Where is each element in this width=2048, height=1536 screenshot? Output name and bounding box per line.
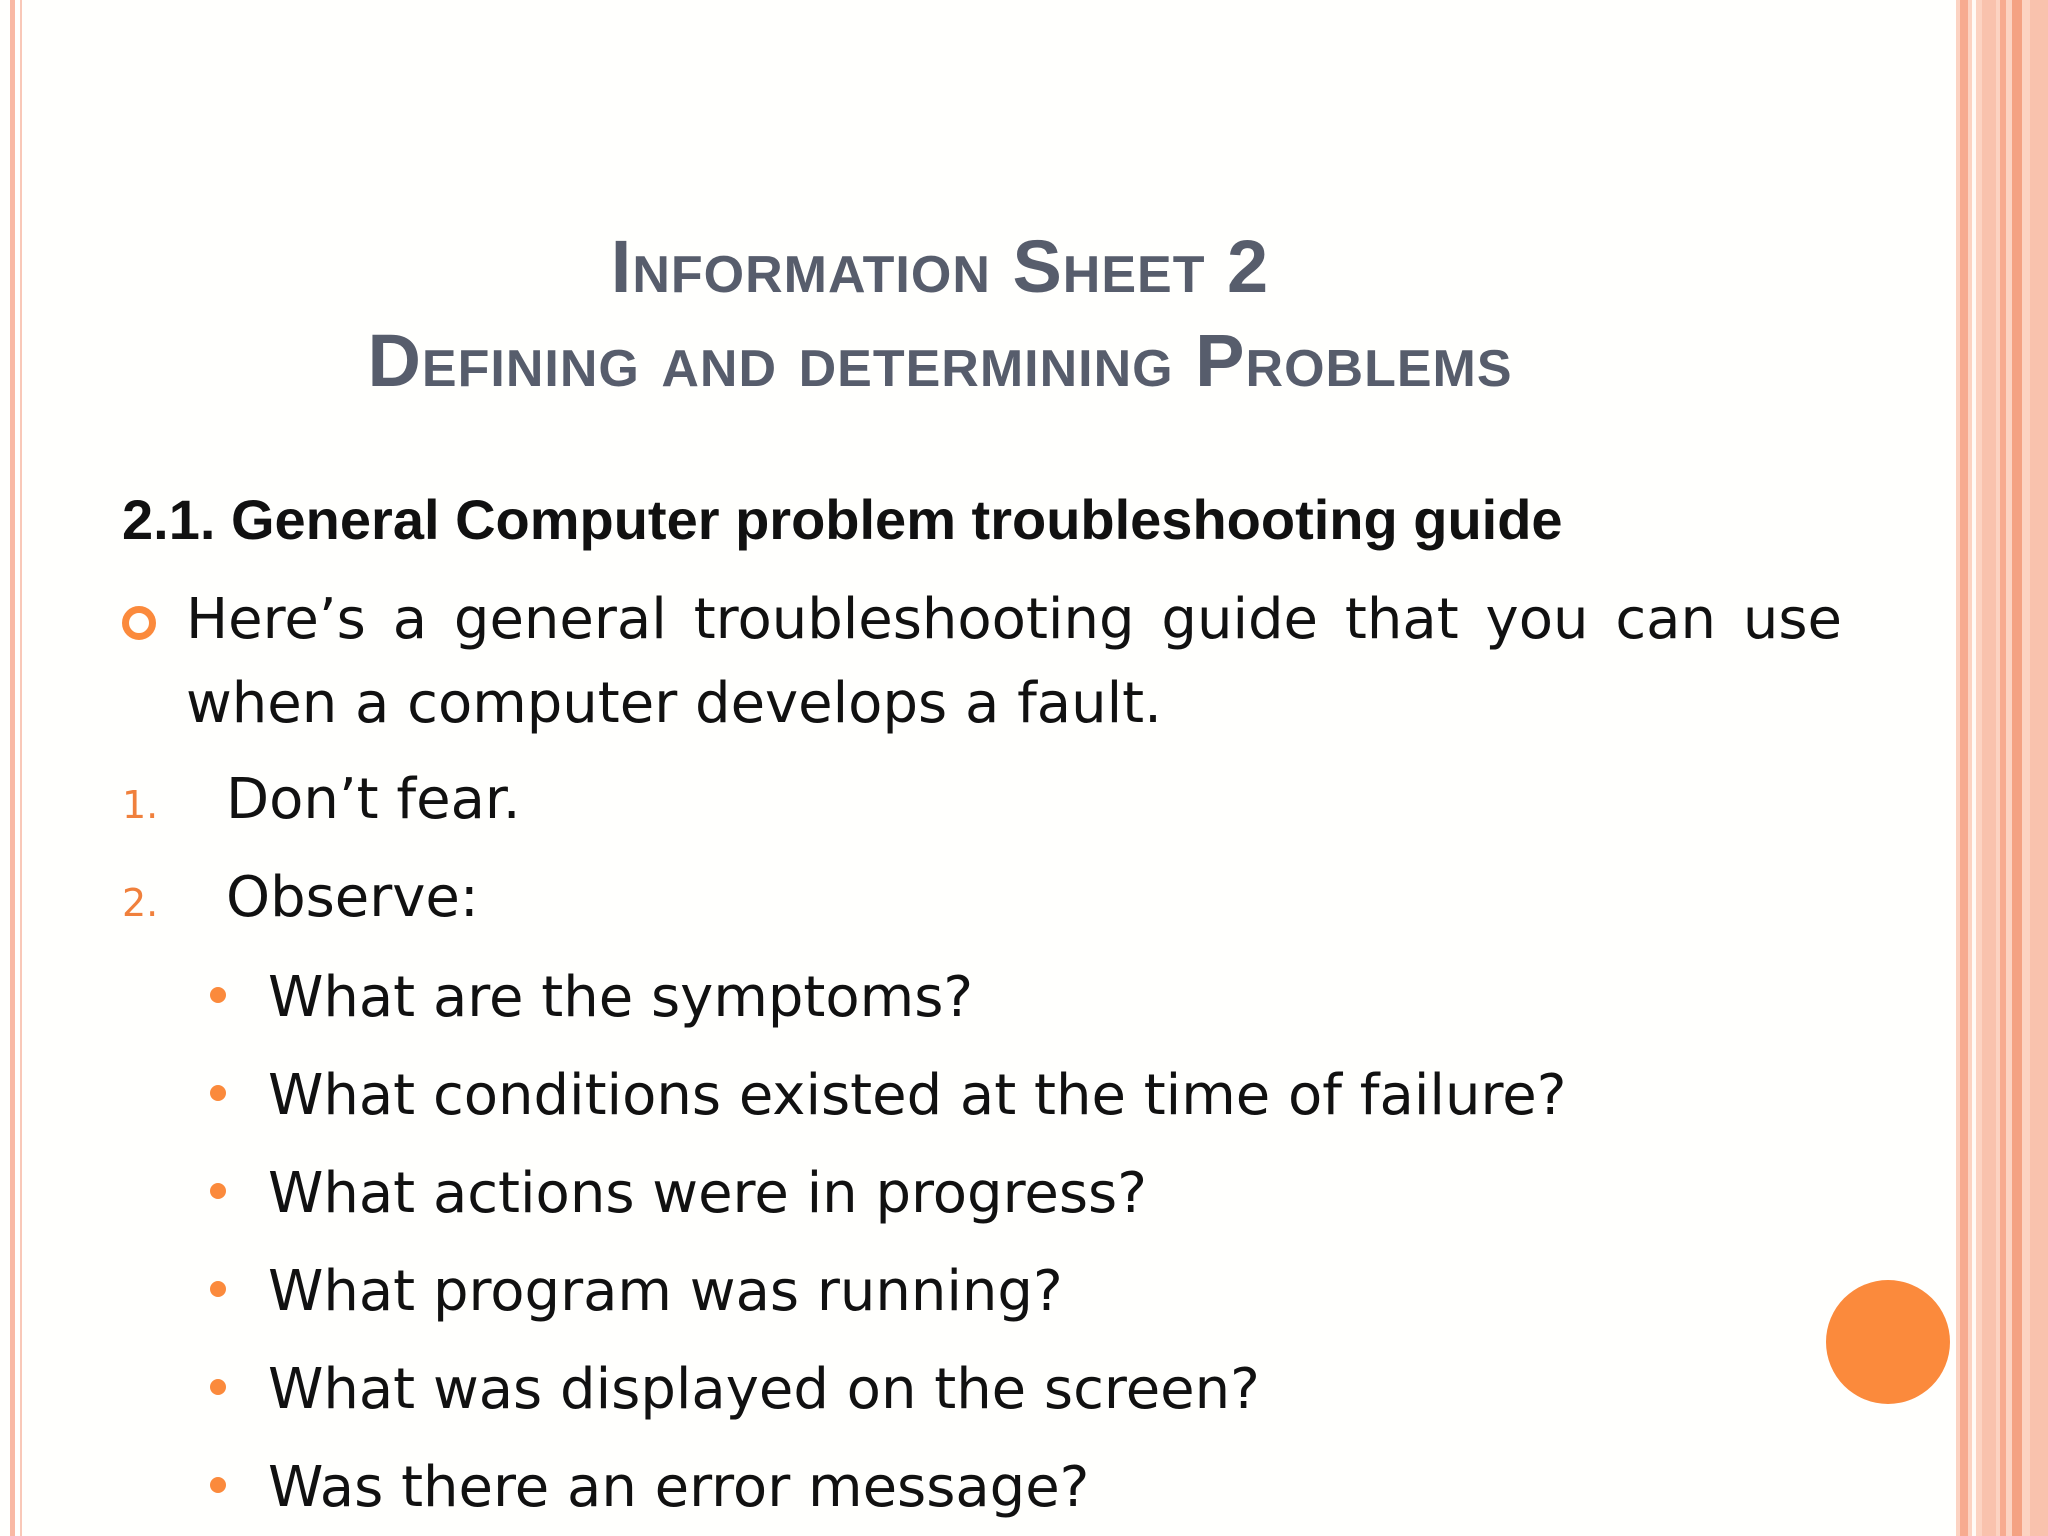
sub-item-text: What program was running? bbox=[268, 1259, 1063, 1324]
intro-bullet bbox=[122, 578, 1842, 746]
sub-list-item bbox=[210, 1252, 1063, 1332]
right-border-stripe bbox=[2000, 0, 2006, 1536]
sub-list-item bbox=[210, 1056, 1566, 1136]
sub-list-item bbox=[210, 1350, 1260, 1430]
sub-item-text: What are the symptoms? bbox=[268, 965, 974, 1030]
left-border-line bbox=[20, 0, 22, 1536]
sub-item-text: What actions were in progress? bbox=[268, 1161, 1147, 1226]
hollow-circle-bullet-icon bbox=[122, 606, 156, 640]
left-border-line bbox=[10, 0, 15, 1536]
item-number: 1. bbox=[122, 783, 159, 827]
right-border-stripe bbox=[1960, 0, 1968, 1536]
numbered-item bbox=[122, 858, 479, 943]
filled-dot-bullet-icon bbox=[210, 1281, 226, 1297]
filled-dot-bullet-icon bbox=[210, 987, 226, 1003]
numbered-item bbox=[122, 760, 521, 845]
filled-dot-bullet-icon bbox=[210, 1379, 226, 1395]
filled-dot-bullet-icon bbox=[210, 1477, 226, 1493]
right-border-stripe bbox=[2012, 0, 2022, 1536]
section-heading: 2.1. General Computer problem troubleshooting guide bbox=[122, 488, 1563, 551]
slide-title bbox=[140, 220, 1740, 408]
right-border-stripe bbox=[1972, 0, 1976, 1536]
sub-list-item bbox=[210, 1448, 1089, 1528]
filled-dot-bullet-icon bbox=[210, 1085, 226, 1101]
right-border-stripe bbox=[1982, 0, 1996, 1536]
item-text: Observe: bbox=[226, 865, 479, 930]
right-border-stripe bbox=[2030, 0, 2048, 1536]
item-text: Don’t fear. bbox=[226, 767, 521, 832]
title-line-2: Defining and determining Problems bbox=[367, 319, 1513, 402]
sub-list-item bbox=[210, 1154, 1147, 1234]
sub-item-text: What was displayed on the screen? bbox=[268, 1357, 1260, 1422]
orange-circle-decoration bbox=[1826, 1280, 1950, 1404]
title-line-1: Information Sheet 2 bbox=[610, 225, 1270, 308]
filled-dot-bullet-icon bbox=[210, 1183, 226, 1199]
sub-item-text: Was there an error message? bbox=[268, 1455, 1090, 1520]
sub-item-text: What conditions existed at the time of failure? bbox=[268, 1063, 1567, 1128]
item-number: 2. bbox=[122, 881, 159, 925]
intro-bullet-text: Here’s a general troubleshooting guide that you can use when a computer develops a fault. bbox=[186, 587, 1842, 736]
sub-list-item bbox=[210, 958, 973, 1038]
